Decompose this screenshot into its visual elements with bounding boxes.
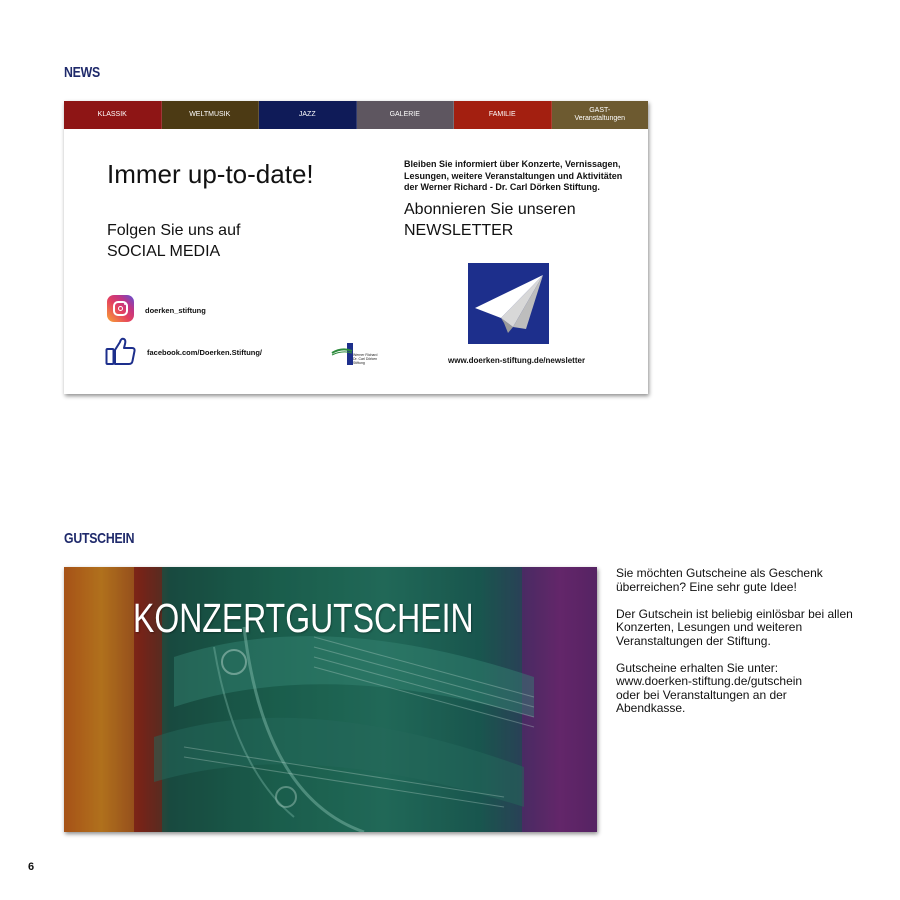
logo-text-line3: Stiftung xyxy=(353,361,365,365)
social-media-line1: Folgen Sie uns auf xyxy=(107,222,241,239)
tab-galerie[interactable]: GALERIE xyxy=(357,101,455,129)
tab-familie[interactable]: FAMILIE xyxy=(454,101,552,129)
instagram-handle[interactable]: doerken_stiftung xyxy=(145,306,206,315)
logo-text-line1: Werner Richard xyxy=(353,353,378,357)
voucher-text-p2: Der Gutschein ist beliebig einlösbar bei allen Konzerten, Lesungen und weiteren Veranstaltungen der Stiftung. xyxy=(616,606,853,648)
page-number: 6 xyxy=(28,861,35,873)
tab-jazz[interactable]: JAZZ xyxy=(259,101,357,129)
newsletter-line2: NEWSLETTER xyxy=(404,222,514,239)
instagram-icon[interactable] xyxy=(107,295,134,322)
news-card xyxy=(64,101,648,394)
tab-gast-line1: GAST- xyxy=(589,106,611,114)
newsletter-link[interactable]: www.doerken-stiftung.de/newsletter xyxy=(448,356,586,365)
voucher-text-p3-line3: oder bei Veranstaltungen an der Abendkasse. xyxy=(616,687,787,715)
thumbs-up-icon[interactable] xyxy=(105,336,137,366)
voucher-text-p1: Sie möchten Gutscheine als Geschenk überreichen? Eine sehr gute Idee! xyxy=(616,566,823,594)
social-media-line2: SOCIAL MEDIA xyxy=(107,243,221,260)
newsletter-line1: Abonnieren Sie unseren xyxy=(404,201,576,218)
voucher-text-p3-line1: Gutscheine erhalten Sie unter: xyxy=(616,660,779,675)
news-section-title: NEWS xyxy=(64,64,100,81)
category-nav-bar xyxy=(64,101,648,129)
facebook-link[interactable]: facebook.com/Doerken.Stiftung/ xyxy=(147,348,263,357)
newsletter-info-text: Bleiben Sie informiert über Konzerte, Vernissagen, Lesungen, weitere Veranstaltungen und Aktivitäten der Werner Richard - Dr. Carl Dörken Stiftung. xyxy=(404,159,623,192)
gutschein-section-title: GUTSCHEIN xyxy=(64,530,135,547)
voucher-description xyxy=(616,567,856,716)
voucher-text-p3 xyxy=(616,662,856,716)
logo-text-line2: Dr. Carl Dörken xyxy=(353,357,378,361)
tab-klassik[interactable]: KLASSIK xyxy=(64,101,162,129)
voucher-title: KONZERTGUTSCHEIN xyxy=(133,595,474,641)
tab-gast-veranstaltungen[interactable] xyxy=(552,101,649,129)
concert-voucher-image xyxy=(64,567,597,832)
voucher-link[interactable]: www.doerken-stiftung.de/gutschein xyxy=(616,674,803,688)
tab-weltmusik[interactable]: WELTMUSIK xyxy=(162,101,260,129)
paper-plane-icon[interactable] xyxy=(468,263,549,344)
tab-gast-line2: Veranstaltungen xyxy=(574,115,626,122)
news-headline: Immer up-to-date! xyxy=(107,159,314,189)
